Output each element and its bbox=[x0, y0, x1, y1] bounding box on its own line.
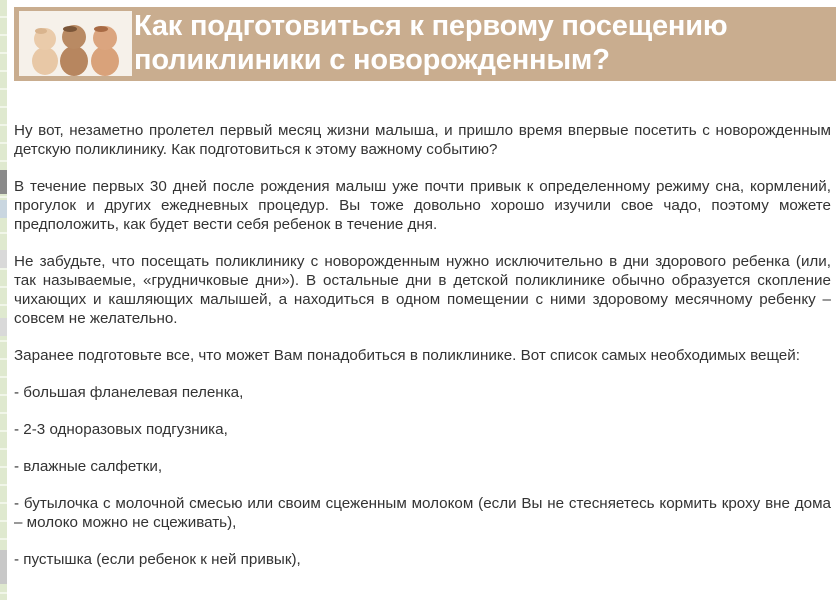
paragraph: В течение первых 30 дней после рождения малыш уже почти привык к определенному режиму сна, кормлений, прогулок и других ежедневных процедур. Вы тоже довольно хорошо изучили свое чадо, поэтому можете предположить, как будет вести себя ребенок в течение дня. bbox=[14, 178, 831, 233]
list-item: - бутылочка с молочной смесью или своим сцеженным молоком (если Вы не стесняетесь кормить кроху вне дома – молоко можно не сцеживать), bbox=[14, 495, 831, 531]
article-header bbox=[14, 7, 836, 81]
strip-mark bbox=[0, 550, 7, 584]
list-item: - 2-3 одноразовых подгузника, bbox=[14, 421, 228, 438]
page-title: Как подготовиться к первому посещению поликлиники с новорожденным? bbox=[134, 10, 728, 76]
paragraph: Заранее подготовьте все, что может Вам понадобиться в поликлинике. Вот список самых необходимых вещей: bbox=[14, 347, 800, 364]
article-body bbox=[14, 121, 831, 587]
strip-mark bbox=[0, 250, 7, 268]
list-item: - пустышка (если ребенок к ней привык), bbox=[14, 551, 301, 568]
babies-photo bbox=[19, 11, 132, 76]
strip-mark bbox=[0, 318, 7, 336]
left-decorative-strip bbox=[0, 0, 7, 600]
list-item: - влажные салфетки, bbox=[14, 458, 163, 475]
paragraph: Не забудьте, что посещать поликлинику с новорожденным нужно исключительно в дни здорового ребенка (или, так называемые, «грудничковые дни»). В остальные дни в детской поликлинике обычно образуется скопление чихающих и кашляющих малышей, а находиться в одном помещении с ними здоровому месячному ребенку – совсем не желательно. bbox=[14, 253, 831, 327]
strip-mark bbox=[0, 170, 7, 194]
strip-mark bbox=[0, 200, 7, 218]
list-item: - большая фланелевая пеленка, bbox=[14, 384, 244, 401]
babies-illustration-icon bbox=[19, 11, 132, 76]
paragraph: Ну вот, незаметно пролетел первый месяц жизни малыша, и пришло время впервые посетить с новорожденным детскую поликлинику. Как подготовиться к этому важному событию? bbox=[14, 122, 831, 158]
